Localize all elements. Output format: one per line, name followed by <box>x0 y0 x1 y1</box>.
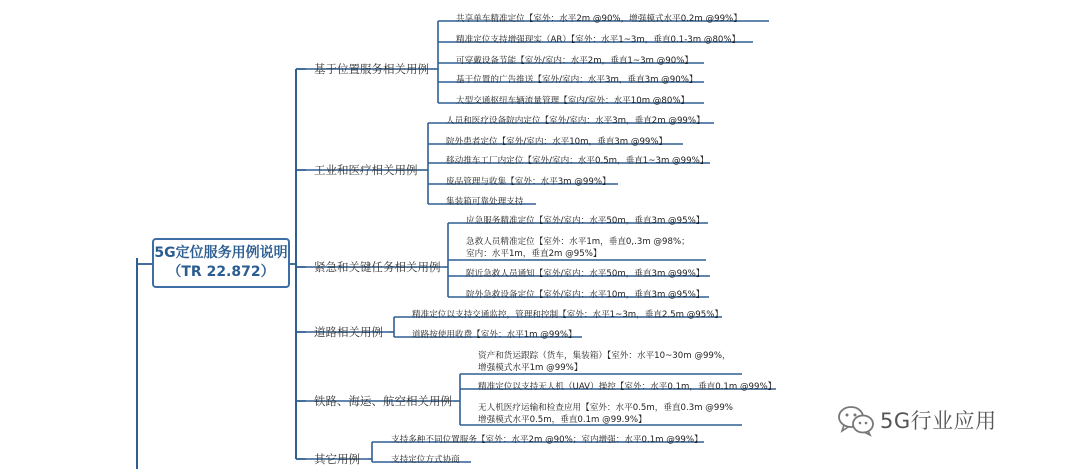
leaf-item[interactable]: 无人机医疗运输和检查应用【室外：水平0.5m，垂直0.3m @99% 增强模式水平0.5m，垂直0.1m @99.9%】 <box>478 403 733 425</box>
leaf-item[interactable]: 资产和货运跟踪（货车，集装箱）【室外：水平10~30m @99%， 增强模式水平1m @99%】 <box>478 351 731 373</box>
leaf-item[interactable]: 精准定位以支持交通监控，管理和控制【室外：水平1~3m，垂直2.5m @95%】 <box>412 310 724 320</box>
leaf-item[interactable]: 院外患者定位【室外/室内：水平10m，垂直3m @99%】 <box>446 137 668 147</box>
leaf-item[interactable]: 共享单车精准定位【室外：水平2m @90%，增强模式水平0.2m @99%】 <box>456 14 742 24</box>
category-other[interactable]: 其它用例 <box>314 452 360 466</box>
leaf-item[interactable]: 移动推车工厂内定位【室外/室内：水平0.5m，垂直1~3m @99%】 <box>446 156 709 166</box>
leaf-item[interactable]: 废品管理与收集【室外：水平3m @99%】 <box>446 177 611 187</box>
leaf-item[interactable]: 集装箱可靠处理支持 <box>446 197 524 207</box>
leaf-item[interactable]: 道路按使用收费【室外：水平1m @99%】 <box>412 330 577 340</box>
watermark <box>836 403 997 437</box>
root-subtitle: （TR 22.872） <box>167 264 275 280</box>
leaf-item[interactable]: 支持定位方式协商 <box>391 455 460 465</box>
leaf-item[interactable]: 应急服务精准定位【室外/室内：水平50m，垂直3m @95%】 <box>466 216 705 226</box>
leaf-item[interactable]: 大型交通枢纽车辆流量管理【室内/室外：水平10m @80%】 <box>456 96 690 106</box>
leaf-item[interactable]: 精准定位支持增强现实（AR）【室外：水平1~3m，垂直0.1-3m @80%】 <box>456 35 741 45</box>
leaf-item[interactable]: 可穿戴设备节能【室外/室内：水平2m，垂直1~3m @90%】 <box>456 56 693 66</box>
leaf-item[interactable]: 急救人员精准定位【室外：水平1m，垂直0,.3m @98%； 室内：水平1m，垂直2m @95%】 <box>466 237 690 259</box>
watermark-text: 5G行业应用 <box>880 409 997 433</box>
leaf-item[interactable]: 附近急救人员通知【室外/室内：水平50m，垂直3m @99%】 <box>466 269 705 279</box>
leaf-item[interactable]: 支持多种不同位置服务【室外：水平2m @90%；室内增强：水平0.1m @99%】 <box>391 435 703 445</box>
category-rail-sea-air[interactable]: 铁路、海运、航空相关用例 <box>314 394 452 408</box>
leaf-item[interactable]: 基于位置的广告推送【室外/室内：水平3m，垂直3m @90%】 <box>456 75 698 85</box>
category-location[interactable]: 基于位置服务相关用例 <box>314 62 429 76</box>
wechat-icon <box>836 403 876 437</box>
root-title: 5G定位服务用例说明 <box>154 245 288 261</box>
leaf-item[interactable]: 院外急救设备定位【室外/室内：水平10m，垂直3m @95%】 <box>466 290 705 300</box>
category-emergency[interactable]: 紧急和关键任务相关用例 <box>314 260 441 274</box>
category-industry-medical[interactable]: 工业和医疗相关用例 <box>314 163 418 177</box>
category-road[interactable]: 道路相关用例 <box>314 325 383 339</box>
root-node[interactable] <box>152 238 290 288</box>
leaf-item[interactable]: 精准定位以支持无人机（UAV）操控【室外：水平0.1m，垂直0.1m @99%】 <box>478 382 777 392</box>
leaf-item[interactable]: 人员和医疗设备院内定位【室外/室内：水平3m，垂直2m @99%】 <box>446 116 705 126</box>
